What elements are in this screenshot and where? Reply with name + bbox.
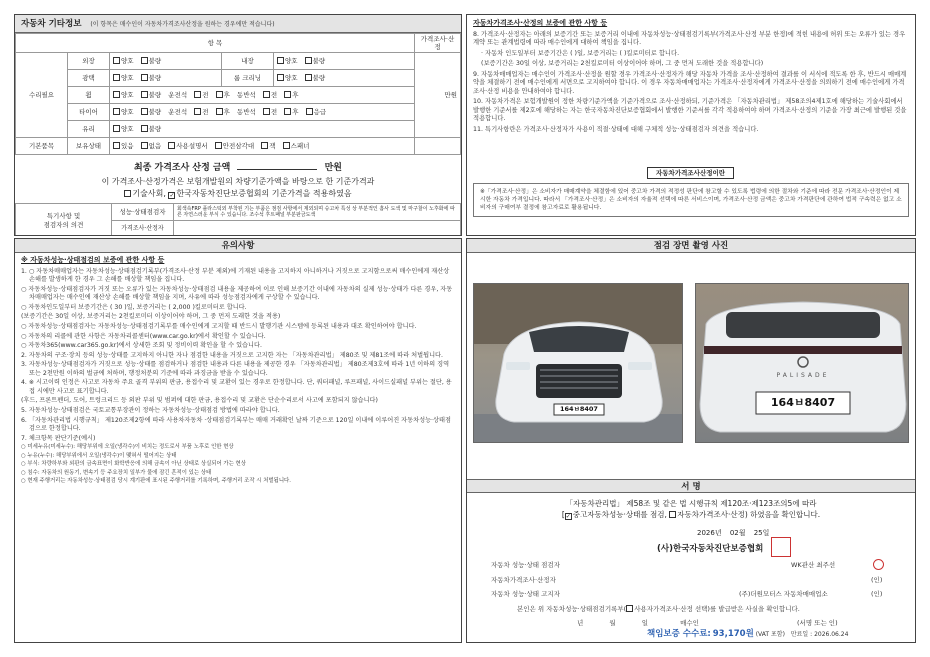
glass-options bbox=[110, 121, 415, 138]
final-price-unit: 만원 bbox=[324, 163, 342, 173]
row-label-wheel: 휠 bbox=[68, 87, 110, 104]
seller-row bbox=[491, 590, 901, 598]
guarantee-item-10: 10. 자동차가격은 보험개발원이 정한 차량기준가액을 기준가격으로 조사·산정하되, 기준가격은 「자동차관리법」 제58조의4제1호에 해당하는 기술사회에서 발행한 기준서를 제2호에 해당하는 자는 한국자동차진단보증협회에서 발행한 기준서를 각각 적용하여야 하며 가격조사·산정의 기준을 가장 최근에 발행된 것을 적용합니다. bbox=[473, 98, 907, 123]
receipt-row bbox=[517, 605, 907, 613]
price-guarantee-header: 자동차가격조사·산정의 보증에 관한 사항 등 bbox=[473, 19, 608, 27]
sign-date bbox=[697, 529, 769, 538]
note-item: ○ 자동차성능·상태점검자는 자동차성능·상태점검기록부를 매수인에게 고지할 때 반드시 발행기관 시스템에 등록된 내용과 대조 확인하여야 합니다. bbox=[21, 323, 417, 331]
photo-sign-panel bbox=[466, 238, 916, 643]
checkbox[interactable] bbox=[306, 108, 313, 115]
note-item: ○ 자동차의 리콜에 관한 사항은 자동차리콜센터(www.car.go.kr)에서 확인할 수 있습니다. bbox=[21, 332, 266, 340]
checkbox[interactable] bbox=[113, 74, 120, 81]
checkbox[interactable] bbox=[277, 57, 284, 64]
note-item: ○ 침수: 자동차의 원동기, 변속기 등 주요장치 일부가 물에 잠긴 흔적이 있는 상태 bbox=[21, 469, 212, 476]
checkbox[interactable] bbox=[215, 142, 222, 149]
wheel-passenger-label: 동반석 bbox=[236, 91, 256, 100]
other-info-header bbox=[15, 15, 461, 33]
col-price-header: 가격조사·산정 bbox=[415, 34, 461, 53]
basic-items-label: 기본품목 bbox=[16, 138, 68, 155]
room-good-option[interactable]: 양호 bbox=[277, 74, 298, 82]
room-cleaning-options bbox=[274, 70, 415, 87]
checkbox[interactable] bbox=[216, 108, 223, 115]
guarantee-item-8-note: (보증기간은 30일 이상, 보증거리는 2천킬로미터 이상이어야 하며, 그 중 먼저 도래한 것을 적용합니다) bbox=[481, 60, 764, 68]
checkbox[interactable] bbox=[141, 108, 148, 115]
kaida-checkbox[interactable]: ✓ bbox=[169, 192, 175, 199]
note-item: ○ 자동차성능·상태점검자가 거짓 또는 오류가 있는 자동차성능·상태점검 내용을 제공하여 이로 인해 보증기간 이내에 자동차의 실제 성능·상태가 다른 경우, 자동차매매업자는 매수인에 재산상 손해를 배상할 책임을 지며, 사유에 따라 성능점검자에게 구상할 수 있습니다. bbox=[21, 285, 453, 302]
checkbox[interactable] bbox=[113, 142, 120, 149]
front-car-photo bbox=[473, 283, 683, 443]
interior-bad-option[interactable]: 불량 bbox=[305, 57, 326, 65]
price-checker-row bbox=[491, 576, 901, 584]
buyer-date-day: 일 bbox=[641, 619, 648, 627]
row-label-glass: 유리 bbox=[68, 121, 110, 138]
checkbox[interactable] bbox=[194, 108, 201, 115]
receipt-text-a: 본인은 위 자동차성능·상태점검기록부( bbox=[517, 605, 627, 613]
technician-society-checkbox[interactable] bbox=[124, 190, 131, 197]
row-label-tire: 타이어 bbox=[68, 104, 110, 121]
col-item-header: 항 목 bbox=[16, 34, 415, 53]
checkbox[interactable] bbox=[113, 57, 120, 64]
buyer-sign: (서명 또는 인) bbox=[797, 619, 838, 627]
sign-date-month: 02월 bbox=[729, 529, 746, 537]
guarantee-item-8: 8. 가격조사·산정자는 아래의 보증기간 또는 보증거리 이내에 자동차성능·상태점검기록부(가격조사·산정 부분 한정)에 적힌 내용에 허위 또는 오류가 있는 경우 계약 또는 관계법령에 따라 매수인에게 대하여 책임을 집니다. bbox=[473, 30, 906, 47]
note-item: 6. 「자동차관리법 시행규칙」 제120조제2항에 따라 사용차자동차 ·상태점검기록부는 매매 거래확인 날짜 기준으로 120일 이내에 이루어진 자동차성능·상태점검으로 한정합니다. bbox=[21, 416, 451, 433]
special-notes-label: 특기사항 및 점검자의 의견 bbox=[16, 204, 112, 237]
glass-bad-option[interactable]: 불량 bbox=[141, 125, 162, 133]
buyer-date-month: 월 bbox=[609, 619, 616, 627]
checkbox[interactable] bbox=[305, 57, 312, 64]
gloss-options bbox=[110, 70, 222, 87]
jack-option[interactable]: 잭 bbox=[261, 142, 275, 150]
repair-label: 수리필요 bbox=[16, 53, 68, 138]
checkbox[interactable] bbox=[168, 142, 175, 149]
note-item: ○ 자동차365(www.car365.go.kr)에서 상세한 조회 및 정비이력 확인을 할 수 있습니다. bbox=[21, 342, 262, 350]
interior-good-option[interactable]: 양호 bbox=[277, 57, 298, 65]
row-label-exterior: 외장 bbox=[68, 53, 110, 70]
glass-good-option[interactable]: 양호 bbox=[113, 125, 134, 133]
basic-status-label: 보유상태 bbox=[68, 138, 110, 155]
seller-sign: (인) bbox=[871, 590, 883, 598]
tire-options bbox=[110, 104, 415, 121]
seller-name: (주)더원모터스 자동차매매업소 bbox=[739, 590, 828, 598]
checkbox[interactable] bbox=[263, 108, 270, 115]
tire-emergency[interactable]: 응급 bbox=[306, 108, 327, 116]
inspector-opinion-label: 성능·상태점검자 bbox=[112, 204, 174, 221]
note-item: 2. 자동차의 구조·장치 등의 성능·상태를 고지하지 아니한 자나 점검한 내용을 거짓으로 고지한 자는 「자동차관리법」 제80조 및 제81조에 따라 처벌됩니다. bbox=[21, 351, 443, 359]
note-item: ○ 부식: 차량하부와 외판의 금속표면이 화학반응에 의해 금속이 아닌 상태로 상실되어 가는 현상 bbox=[21, 461, 246, 468]
sign-statement bbox=[467, 499, 915, 520]
note-item: 4. ※ 시고이력 인정은 사고로 자동차 주요 골격 부위의 판금, 용접수리 및 교환이 있는 경우로 한정합니다. 단, 쿼터패널, 루프패널, 사이드실패널 부위는 절단, 용접 시에만 사고로 표기합니다. bbox=[21, 379, 452, 395]
wheel-good-option[interactable]: 양호 bbox=[113, 91, 134, 99]
checkbox[interactable] bbox=[141, 74, 148, 81]
notes-header: 유의사항 bbox=[15, 239, 461, 253]
checkbox[interactable] bbox=[277, 74, 284, 81]
final-price-field[interactable] bbox=[237, 161, 317, 170]
receipt-checkbox[interactable] bbox=[626, 605, 633, 612]
front-plate-text: 164ㅂ8407 bbox=[560, 405, 598, 413]
receipt-text-b: 사용자가격조사·산정 선택)를 발급받은 사실을 확인합니다. bbox=[634, 605, 800, 613]
sign-line-2: [✓ 중고자동차성능·상태를 점검, 자동차가격조사·산정) 하였음을 확인합니다. bbox=[561, 510, 821, 521]
checkbox[interactable] bbox=[113, 125, 120, 132]
wheel-driver-front[interactable]: 전 bbox=[194, 91, 208, 99]
price-checker-sign: (인) bbox=[871, 576, 883, 584]
price-guarantee-items bbox=[467, 31, 915, 135]
tire-passenger-front[interactable]: 전 bbox=[263, 108, 277, 116]
price-check-checkbox[interactable] bbox=[669, 511, 676, 518]
checkbox[interactable] bbox=[263, 91, 270, 98]
final-price-row bbox=[15, 161, 461, 174]
fee-label: 책임보증 수수료: bbox=[647, 629, 711, 639]
wheel-passenger-rear[interactable]: 후 bbox=[284, 91, 298, 99]
vehicle-other-info-panel bbox=[14, 14, 462, 236]
note-item: 3. 자동차성능·상태점검자가 거짓으로 성능·상태를 점검하거나 점검한 내용과 다른 내용을 제공한 경우 「자동차관리법」 제80조제3호에 따라 1년 이하의 징역 또는 2천만원 이하의 벌금에 처하며, 행정처분의 기준에 따라 과징금을 받을 수 있습니다. bbox=[21, 361, 450, 377]
special-notes-table bbox=[15, 203, 461, 236]
final-price-label: 최종 가격조사 산정 금액 bbox=[133, 163, 231, 173]
rear-badge-text: PALISADE bbox=[776, 372, 830, 379]
basic-none-option[interactable]: 없음 bbox=[141, 142, 162, 150]
note-item: 5. 자동차성능·상태점검은 국토교통부장관이 정하는 자동차성능·상태점검 방법에 따라야 합니다. bbox=[21, 406, 280, 414]
price-opinion-text bbox=[174, 221, 461, 237]
checkbox[interactable] bbox=[261, 142, 268, 149]
tire-driver-rear[interactable]: 후 bbox=[216, 108, 230, 116]
note-item: ○ 자동차인도일부터 보증기간은 ( 30 )일, 보증거리는 ( 2,000 )킬로미터로 합니다. bbox=[21, 303, 247, 311]
basic-options bbox=[110, 138, 415, 155]
triangle-option[interactable]: 안전삼각대 bbox=[215, 142, 254, 150]
sign-line-1: 「자동차관리법」 제58조 및 같은 법 시행규칙 제120조·제123조의5에 따라 bbox=[565, 499, 817, 508]
checkbox[interactable] bbox=[141, 57, 148, 64]
buyer-date-year: 년 bbox=[577, 619, 584, 627]
row-label-interior: 내장 bbox=[222, 53, 274, 70]
manual-option[interactable]: 사용설명서 bbox=[168, 142, 207, 150]
tire-passenger-label: 동반석 bbox=[236, 108, 256, 117]
exterior-options bbox=[110, 53, 222, 70]
gloss-bad-option[interactable]: 불량 bbox=[141, 74, 162, 82]
checkbox[interactable] bbox=[284, 108, 291, 115]
guarantee-item-9: 9. 자동차매매업자는 매수인이 가격조사·산정을 원할 경우 가격조사·산정자가 해당 자동차 가격을 조사·산정하여 결과를 이 서식에 적도록 한 후, 반드시 매매계약을 체결하기 전에 매수인에게 서면으로 고지하여야 합니다. 이 경우 자동차매매업자는 가격조사·산정자에게 가격조사·산정을 의뢰하기 전에 매수인에게 가격조사·산정 비용을 안내하여야 합니다. bbox=[473, 70, 907, 95]
sign-header: 서 명 bbox=[467, 479, 915, 493]
price-definition-box-title: 자동차가격조사산정이란 bbox=[647, 167, 734, 179]
tire-good-option[interactable]: 양호 bbox=[113, 108, 134, 116]
note-item: (후드, 프론트펜더, 도어, 트렁크리드 등 외판 부위 및 범퍼에 대한 판금, 용접수리 및 교환은 단순수리로서 사고에 포함되지 않습니다) bbox=[21, 397, 378, 405]
basis-text bbox=[15, 177, 461, 199]
checkbox[interactable] bbox=[305, 74, 312, 81]
inspector-seal bbox=[873, 559, 884, 570]
seller-label: 자동차 성능·상태 고지자 bbox=[491, 590, 560, 598]
association-name: (사)한국자동차진단보증협회 bbox=[657, 544, 764, 554]
wheel-driver-rear[interactable]: 후 bbox=[216, 91, 230, 99]
note-item: 7. 체크항목 판단기준(예시) bbox=[21, 434, 96, 442]
basic-price-cell bbox=[415, 138, 461, 155]
price-definition-box bbox=[473, 183, 909, 217]
inspection-checkbox[interactable]: ✓ bbox=[565, 513, 571, 521]
buyer-label: 매수인 bbox=[680, 619, 699, 627]
interior-options bbox=[274, 53, 415, 70]
checkbox[interactable] bbox=[113, 108, 120, 115]
front-car-illustration bbox=[474, 284, 683, 443]
notes-list bbox=[15, 268, 461, 486]
basic-have-option[interactable]: 있음 bbox=[113, 142, 134, 150]
checkbox[interactable] bbox=[216, 91, 223, 98]
checkbox[interactable] bbox=[141, 125, 148, 132]
photo-header: 점검 장면 촬영 사진 bbox=[467, 239, 915, 253]
tire-driver-front[interactable]: 전 bbox=[194, 108, 208, 116]
note-item: ○ 현재 주행거리는 자동차성능·상태점검 당시 계기판에 표시된 주행거리를 기록하며, 주행거리 조작 시 처벌됩니다. bbox=[21, 477, 291, 484]
association-seal bbox=[771, 537, 791, 557]
rear-car-illustration bbox=[696, 284, 909, 443]
spanner-option[interactable]: 스패너 bbox=[283, 142, 310, 150]
rear-plate-text: 164ㅂ8407 bbox=[770, 396, 836, 409]
price-checker-label: 자동차가격조사·산정자 bbox=[491, 576, 556, 584]
price-unit: 만원 bbox=[415, 53, 461, 138]
price-opinion-label: 가격조사·산정자 bbox=[112, 221, 174, 237]
note-item: (보증기간은 30일 이상, 보증거리는 2천킬로미터 이상이어야 하며, 그 중 먼저 도래한 것을 적용) bbox=[21, 313, 281, 321]
inspector-name: WK관산 최주선 bbox=[791, 561, 836, 569]
inspector-label: 자동차 성능·상태 점검자 bbox=[491, 561, 560, 569]
basis-line-2: 기술사회, ✓ 한국자동차진단보증협회의 기준가격을 적용하였음 bbox=[15, 189, 461, 199]
other-info-title: 자동차 기타정보 bbox=[21, 19, 82, 29]
inspector-row bbox=[491, 561, 901, 569]
notes-panel bbox=[14, 238, 462, 643]
other-info-title-note: (이 항목은 매수인이 자동차가격조사산정을 원하는 경우에만 적습니다) bbox=[90, 21, 275, 28]
expiry-date: 만료일 : 2026.06.24 bbox=[790, 631, 849, 638]
basis-line-1: 이 가격조사·산정가격은 보험개발원의 차량기준가액을 바탕으로 한 기준가격과 bbox=[101, 177, 375, 186]
checkbox[interactable] bbox=[283, 142, 290, 149]
checkbox[interactable] bbox=[141, 91, 148, 98]
price-definition-text: ※「가격조사·산정」은 소비자가 매매계약을 체결함에 있어 중고차 가격의 적정성 판단에 참고할 수 있도록 법령에 의한 절차와 기준에 따라 전문 가격조사·산정인이 제시한 자동차 가격입니다. 따라서 「가격조사·산정」은 소비자의 자율적 선택에 따른 서비스이며, 가격조사·산정 금액은 중고차 가격판단에 관하여 법적 구속력은 없고 소비자의 구매여부 결정에 참고자료로 활용됩니다. bbox=[480, 189, 902, 212]
row-label-room-cleaning: 룸 크리닝 bbox=[222, 70, 274, 87]
fee-value: 93,170원 bbox=[712, 629, 754, 639]
checkbox[interactable] bbox=[194, 91, 201, 98]
rear-car-photo bbox=[695, 283, 909, 443]
sign-date-day: 25일 bbox=[753, 529, 770, 537]
other-info-table bbox=[15, 33, 461, 155]
row-label-gloss: 광택 bbox=[68, 70, 110, 87]
tire-driver-label: 운전석 bbox=[168, 108, 188, 117]
note-item: ○ 누유(누수): 해당부위에서 오일(냉각수)이 맺혀서 떨어지는 상태 bbox=[21, 452, 177, 459]
gloss-good-option[interactable]: 양호 bbox=[113, 74, 134, 82]
price-guarantee-panel bbox=[466, 14, 916, 236]
exterior-bad-option[interactable]: 불량 bbox=[141, 57, 162, 65]
exterior-good-option[interactable]: 양호 bbox=[113, 57, 134, 65]
note-item: ○ 미세누유(미세누수): 해당부위에 오일(냉각수)이 비치는 정도로서 부품 노후로 인한 현상 bbox=[21, 444, 234, 451]
checkbox[interactable] bbox=[113, 91, 120, 98]
checkbox[interactable] bbox=[141, 142, 148, 149]
wheel-options bbox=[110, 87, 415, 104]
checkbox[interactable] bbox=[284, 91, 291, 98]
buyer-row bbox=[577, 619, 907, 627]
sign-date-year: 2026년 bbox=[697, 529, 722, 537]
fee-note: (VAT 포함) bbox=[755, 631, 785, 638]
notes-subheader: ※ 자동차성능·상태점검의 보증에 관한 사항 등 bbox=[21, 256, 165, 264]
guarantee-item-11: 11. 특기사항란은 가격조사·산정자가 사용이 적절·상태에 대해 구체적 성능·상태점검자 의견을 적습니다. bbox=[473, 125, 759, 133]
wheel-bad-option[interactable]: 불량 bbox=[141, 91, 162, 99]
fee-row bbox=[647, 629, 913, 640]
tire-passenger-rear[interactable]: 후 bbox=[284, 108, 298, 116]
wheel-driver-label: 운전석 bbox=[168, 91, 188, 100]
room-bad-option[interactable]: 불량 bbox=[305, 74, 326, 82]
tire-bad-option[interactable]: 불량 bbox=[141, 108, 162, 116]
note-item: 1. ○ 자동차매매업자는 자동차성능·상태점검기록부(가격조사·산정 부분 제외)에 기재된 내용을 고지하지 아니하거나 거짓으로 고지함으로써 매수인에게 재산상 손해를 발생하게 한 경우 그 손해를 배상할 책임을 집니다. bbox=[21, 267, 450, 284]
guarantee-item-8-sub: · 자동차 인도일부터 보증기간은 ( )일, 보증거리는 ( )킬로미터로 합니다. bbox=[481, 49, 680, 57]
wheel-passenger-front[interactable]: 전 bbox=[263, 91, 277, 99]
inspector-opinion-text: 회색속FRP 플라스틱외 부착된 기는 부품은 점검 사항에서 제외되며 승고차 특성 상 부분적인 흠사 도색 및 마구찰이 노후화에 따른 자연스러운 부식 수 있습니다. 조수석 후트패널 부분판금도색 bbox=[174, 204, 461, 221]
